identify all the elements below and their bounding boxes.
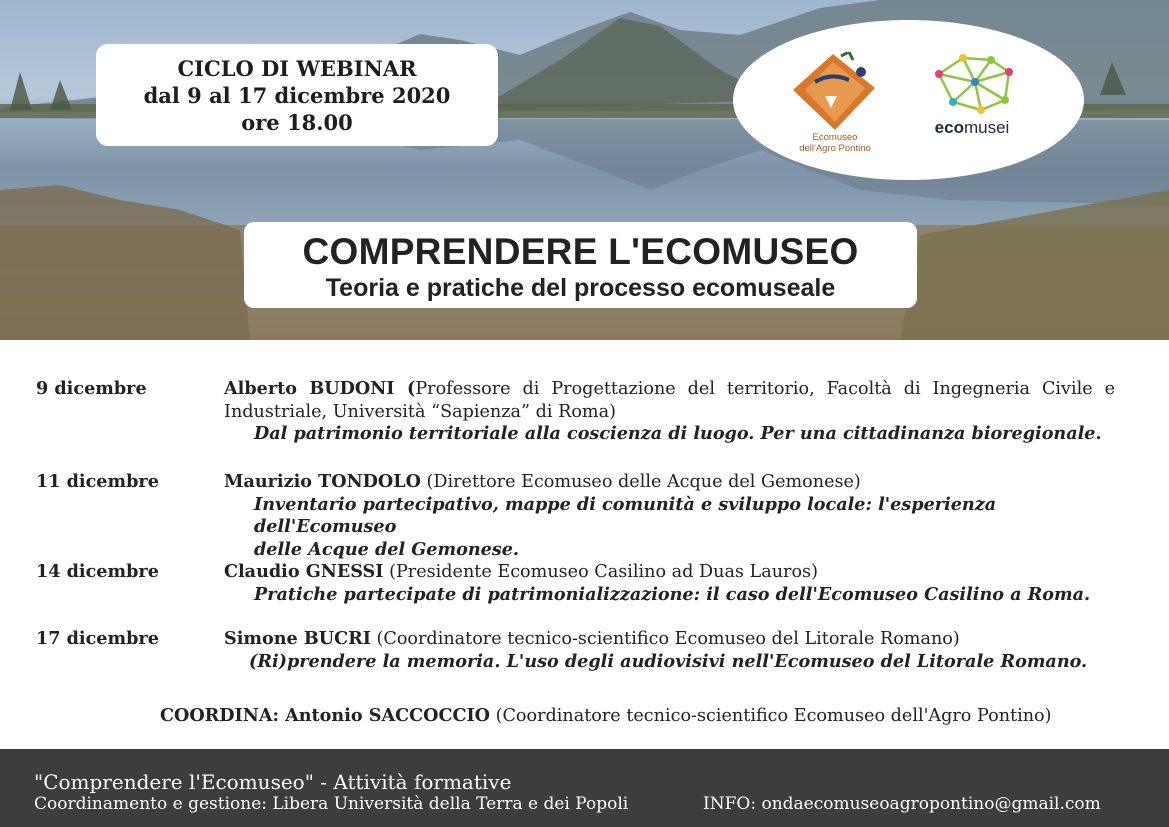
schedule-date: 9 dicembre (36, 378, 147, 399)
footer-program-title: "Comprendere l'Ecomuseo" - Attività formative (34, 770, 512, 794)
speaker-name: Claudio GNESSI (224, 561, 384, 582)
speaker-role: (Direttore Ecomuseo delle Acque del Gemonese) (420, 472, 861, 492)
talk-title: Dal patrimonio territoriale alla coscienza di luogo. Per una cittadinanza bioregionale. (254, 423, 1102, 444)
footer-bar (0, 749, 1169, 827)
speaker-name: Simone BUCRI (224, 628, 371, 649)
speaker-name: Alberto BUDONI ( (224, 378, 416, 399)
left-logo-caption-2: dell'Agro Pontino (799, 143, 871, 154)
talk-title: Pratiche partecipate di patrimonializzazione: il caso dell'Ecomuseo Casilino a Roma. (254, 583, 1091, 605)
footer-contact-email[interactable]: INFO: ondaecomuseoagropontino@gmail.com (703, 794, 1101, 814)
talk-title: Inventario partecipativo, mappe di comunità e sviluppo locale: l'esperienza dell'Ecomuseo (254, 493, 997, 537)
diamond-emblem-icon (775, 52, 895, 132)
ecomusei-wordmark: ecomusei (934, 118, 1010, 137)
speaker-role: (Presidente Ecomuseo Casilino ad Duas Lauros) (383, 562, 818, 582)
event-subtitle: Teoria e pratiche del processo ecomuseale (325, 274, 836, 302)
schedule-description (224, 561, 1115, 606)
cycle-title: CICLO DI WEBINAR (177, 55, 417, 81)
cycle-dates: dal 9 al 17 dicembre 2020 (143, 82, 451, 108)
talk-title-cont: delle Acque del Gemonese. (254, 538, 520, 560)
hero-landscape-photo (0, 0, 1169, 340)
schedule-date: 11 dicembre (36, 471, 159, 492)
talk-title: (Ri)prendere la memoria. L'uso degli audiovisivi nell'Ecomuseo del Litorale Romano. (249, 650, 1088, 672)
schedule-date: 14 dicembre (36, 561, 159, 582)
speaker-line (224, 628, 1115, 651)
schedule-description (224, 471, 1115, 561)
event-title: COMPRENDERE L'ECOMUSEO (302, 231, 859, 272)
webinar-info-box (96, 44, 498, 146)
schedule-description (224, 378, 1115, 446)
speaker-role-cont: Industriale, Università “Sapienza” di Roma) (224, 401, 616, 422)
schedule-date: 17 dicembre (36, 628, 159, 649)
speaker-line (224, 471, 1115, 494)
event-title-box (244, 222, 917, 308)
coordinator-role: (Coordinatore tecnico-scientifico Ecomuseo dell'Agro Pontino) (490, 706, 1052, 726)
ecomuseo-agro-pontino-logo (775, 52, 895, 152)
speaker-line (224, 561, 1115, 584)
cycle-time: ore 18.00 (241, 109, 353, 135)
schedule-description (224, 628, 1115, 673)
footer-organizer: Coordinamento e gestione: Libera Università della Terra e dei Popoli (34, 794, 629, 814)
coordination-line (160, 705, 1052, 726)
network-graph-icon (929, 52, 1019, 118)
speaker-role: (Coordinatore tecnico-scientifico Ecomuseo del Litorale Romano) (370, 629, 960, 649)
partner-logos (733, 20, 1084, 180)
speaker-name: Maurizio TONDOLO (224, 471, 421, 492)
speaker-role: Professore di Progettazione del territorio, Facoltà di Ingegneria Civile e (415, 379, 1115, 399)
coordinator-name: COORDINA: Antonio SACCOCCIO (160, 705, 491, 726)
speaker-line (224, 378, 1115, 401)
ecomusei-logo (929, 52, 1029, 152)
left-logo-caption-1: Ecomuseo (812, 132, 858, 143)
